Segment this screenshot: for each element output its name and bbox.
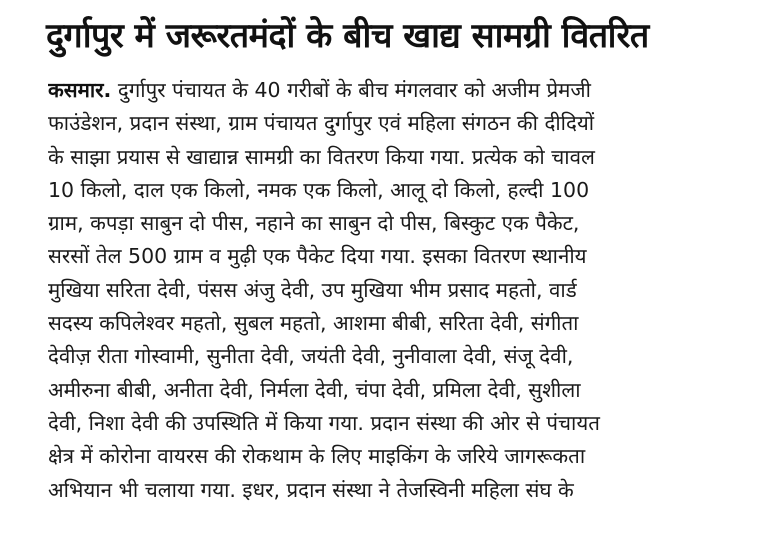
article-line: 10 किलो, दाल एक किलो, नमक एक किलो, आलू दो किलो, हल्दी 100 [48, 177, 590, 202]
article-line: सरसों तेल 500 ग्राम व मुढ़ी एक पैकेट दिया गया. इसका वितरण स्थानीय [48, 244, 587, 269]
article-line: क्षेत्र में कोरोना वायरस की रोकथाम के लिए माइकिंग के जरिये जागरूकता [48, 444, 586, 469]
article-body [48, 74, 760, 507]
article-line: के साझा प्रयास से खाद्यान्न सामग्री का वितरण किया गया. प्रत्येक को चावल [48, 144, 595, 169]
article-line-text: दुर्गापुर पंचायत के 40 गरीबों के बीच मंगलवार को अजीम प्रेमजी [111, 78, 591, 102]
article-line: फाउंडेशन, प्रदान संस्था, ग्राम पंचायत दुर्गापुर एवं महिला संगठन की दीदियों [48, 111, 595, 136]
article-line: अभियान भी चलाया गया. इधर, प्रदान संस्था ने तेजस्विनी महिला संघ के [48, 477, 574, 502]
article-line [48, 74, 760, 107]
article-line: देवीज़ रीता गोस्वामी, सुनीता देवी, जयंती देवी, नुनीवाला देवी, संजू देवी, [48, 344, 574, 369]
headline: दुर्गापुर में जरूरतमंदों के बीच खाद्य सामग्री वितरित [46, 16, 649, 56]
dateline: कसमार. [48, 78, 112, 102]
article-line: ग्राम, कपड़ा साबुन दो पीस, नहाने का साबुन दो पीस, बिस्कुट एक पैकेट, [48, 211, 580, 236]
article-line: देवी, निशा देवी की उपस्थिति में किया गया. प्रदान संस्था की ओर से पंचायत [48, 410, 600, 435]
article-line: मुखिया सरिता देवी, पंसस अंजु देवी, उप मुखिया भीम प्रसाद महतो, वार्ड [48, 277, 577, 302]
article-line: अमीरुना बीबी, अनीता देवी, निर्मला देवी, चंपा देवी, प्रमिला देवी, सुशीला [48, 377, 581, 402]
article-line: सदस्य कपिलेश्वर महतो, सुबल महतो, आशमा बीबी, सरिता देवी, संगीता [48, 311, 579, 336]
